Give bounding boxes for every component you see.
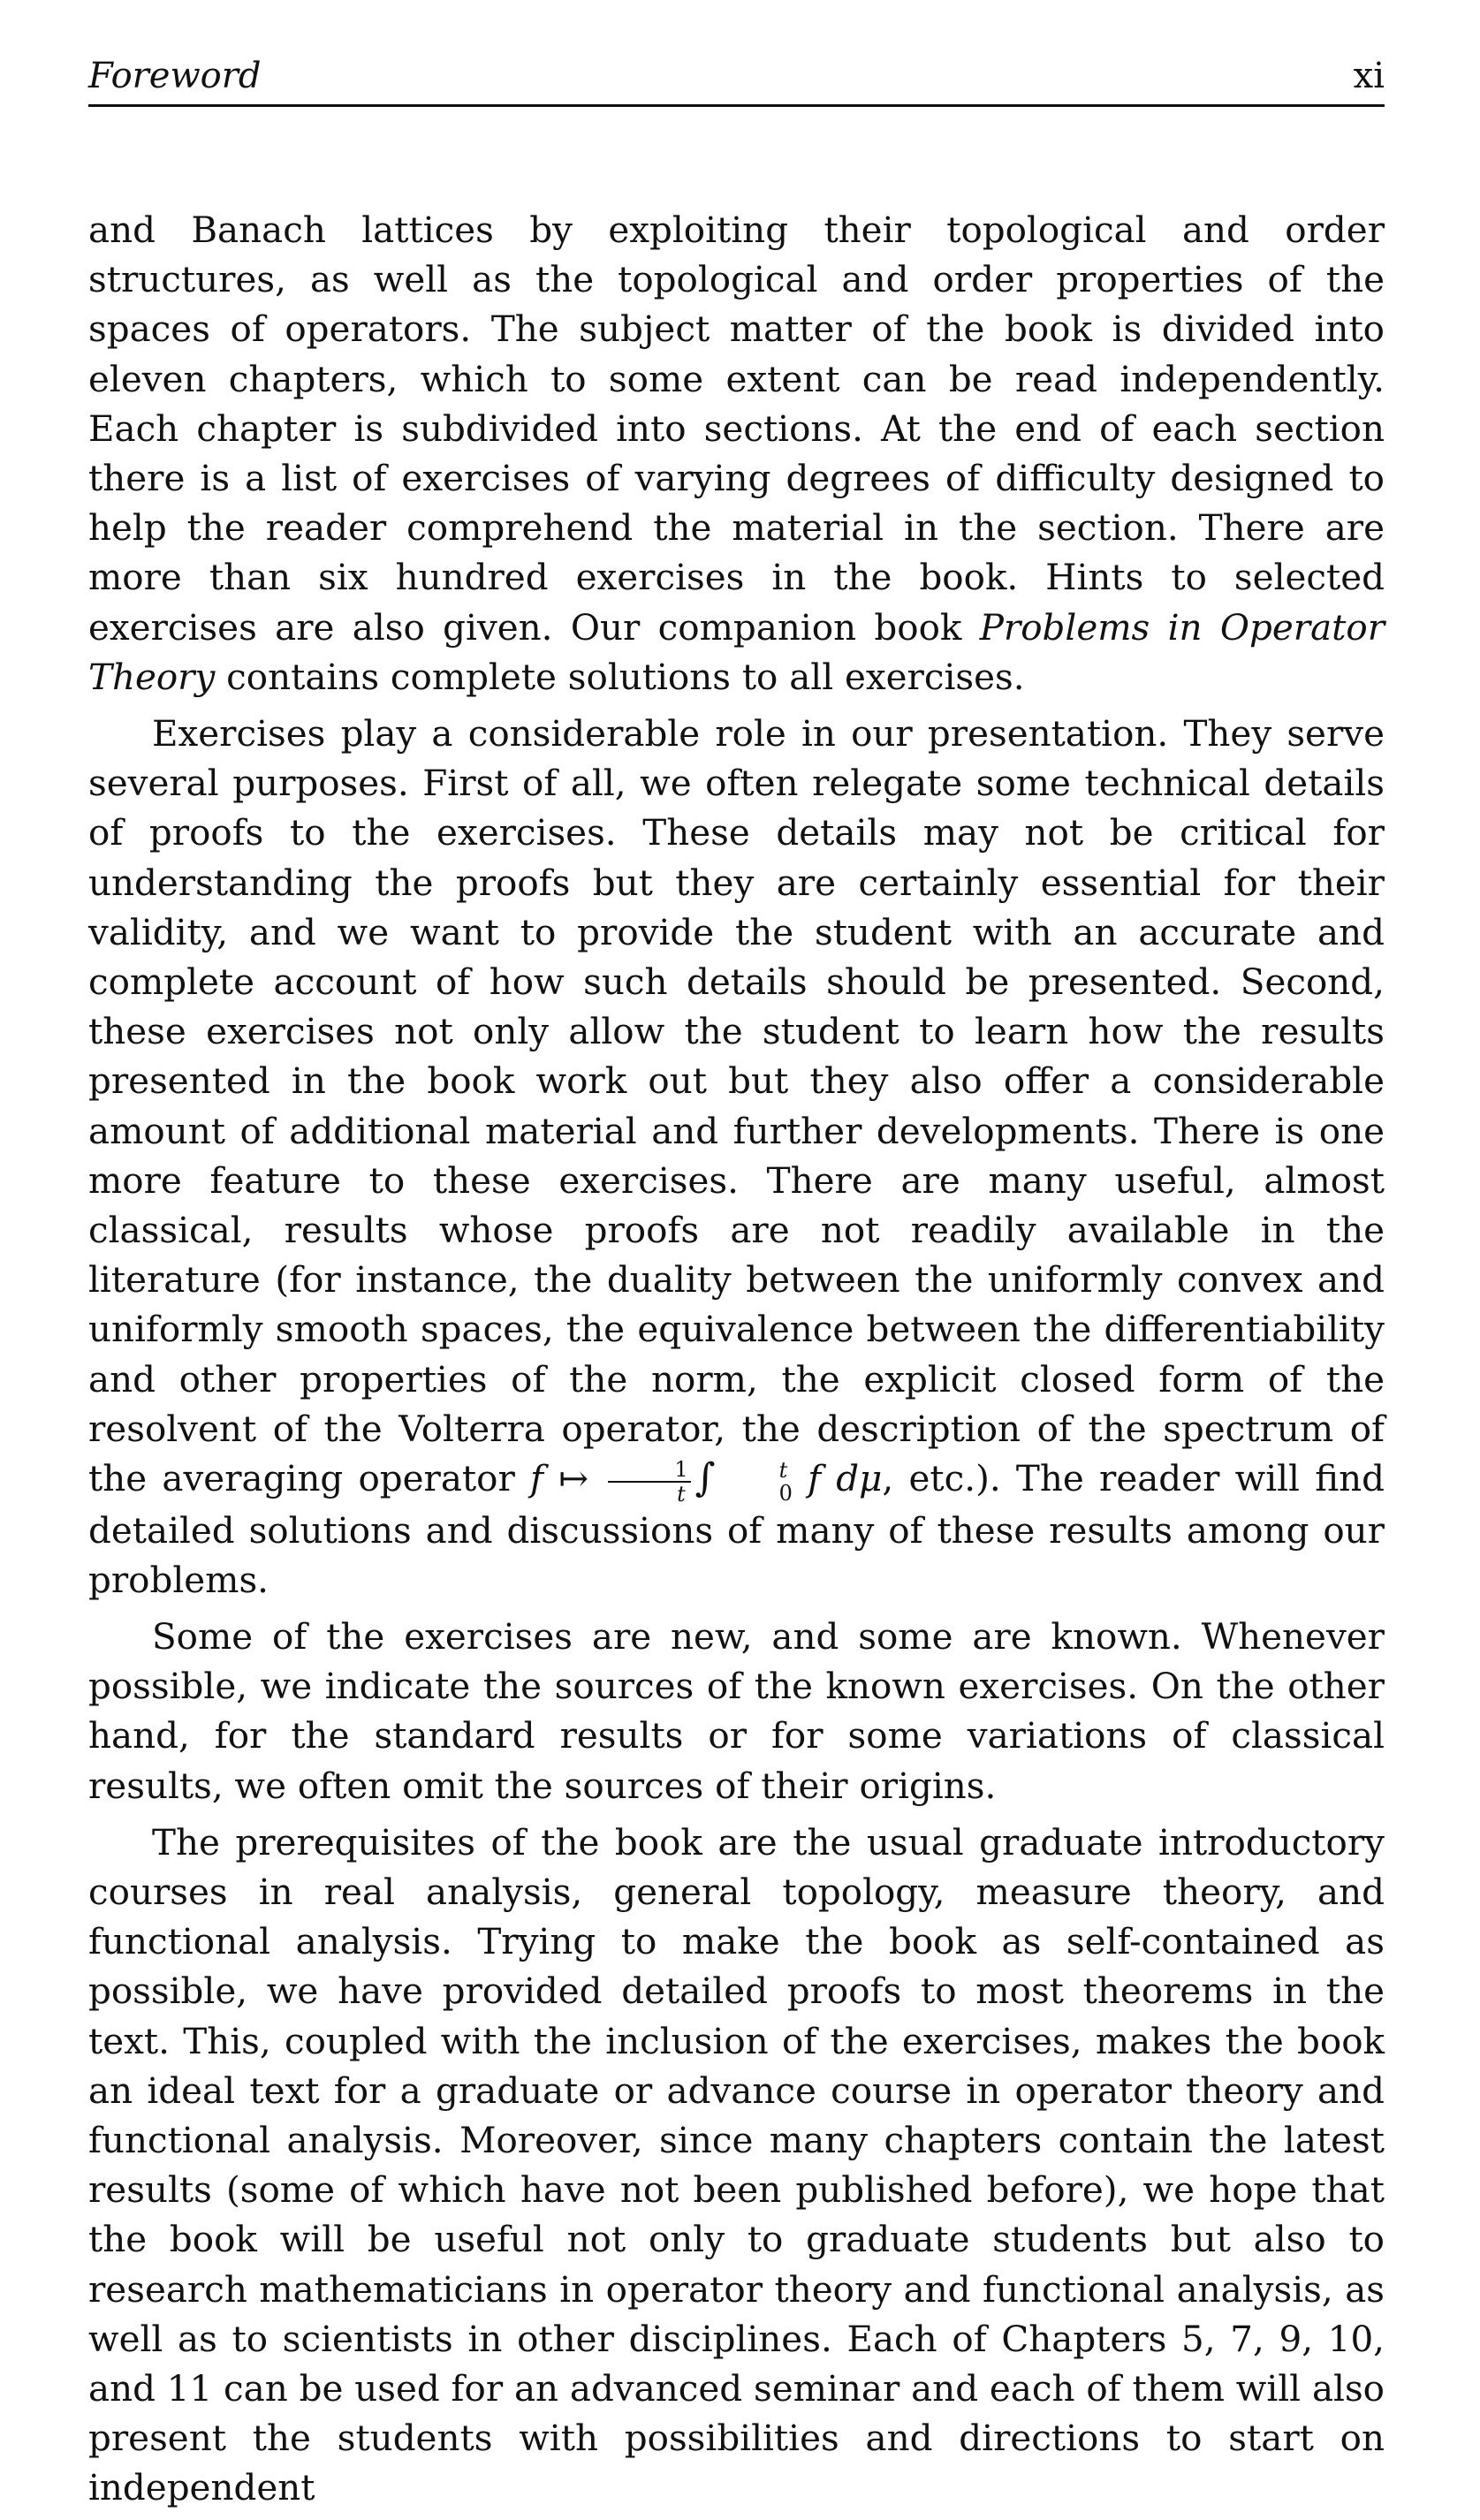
body-text: [88, 205, 1385, 2520]
formula-map: f ↦: [530, 1457, 604, 1500]
paragraph-3-text: Some of the exercises are new, and some are known. Whenever possible, we indicate the sources of the known exercises. On the other hand, for the standard results or for some variations of classical results, we often omit the sources of their origins.: [88, 1614, 1385, 1807]
paragraph-1-text: and Banach lattices by exploiting their topological and order structures, as well as the topological and order properties of the spaces of operators. The subject matter of the book is divided into eleven chapters, which to some extent can be read independently. Each chapter is subdivided into sections. At the end of each section there is a list of exercises of varying degrees of difficulty designed to help the reader comprehend the material in the section. There are more than six hundred exercises in the book. Hints to selected exercises are also given. Our companion book: [88, 209, 1385, 649]
integral-limits: [716, 1459, 793, 1505]
paragraph-2: [88, 709, 1385, 1605]
integral-sign: ∫: [694, 1455, 716, 1501]
paragraph-1-text-end: contains complete solutions to all exercises.: [215, 655, 1025, 698]
paragraph-4: [88, 1818, 1385, 2513]
averaging-operator-formula: [530, 1455, 883, 1507]
paragraph-4-text: The prerequisites of the book are the usual graduate introductory courses in real analysis, general topology, measure theory, and functional analysis. Trying to make the book as self-contained as possible, we have provided detailed proofs to most theorems in the text. This, coupled with the inclusion of the exercises, makes the book an ideal text for a graduate or advance course in operator theory and functional analysis. Moreover, since many chapters contain the latest results (some of which have not been published before), we hope that the book will be useful not only to graduate students but also to research mathematicians in operator theory and functional analysis, as well as to scientists in other disciplines. Each of Chapters 5, 7, 9, 10, and 11 can be used for an advanced seminar and each of them will also present the students with possibilities and directions to start on independent: [88, 1820, 1385, 2509]
fraction-numerator: 1: [608, 1458, 690, 1483]
fraction-denominator: t: [677, 1481, 686, 1507]
paragraph-3: [88, 1612, 1385, 1810]
running-head: Foreword: [88, 56, 262, 96]
formula-fraction: [608, 1458, 690, 1506]
integral-lower-limit: 0: [778, 1480, 793, 1506]
paragraph-2-text: Exercises play a considerable role in our presentation. They serve several purposes. First of all, we often relegate some technical details of proofs to the exercises. These details may not be critical for understanding the proofs but they are certainly essential for their validity, and we want to provide the student with an accurate and complete account of how such details should be presented. Second, these exercises not only allow the student to learn how the results presented in the book work out but they also offer a considerable amount of additional material and further developments. There is one more feature to these exercises. There are many useful, almost classical, results whose proofs are not readily available in the literature (for instance, the duality between the uniformly convex and uniformly smooth spaces, the equivalence between the differentiability and other properties of the norm, the explicit closed form of the resolvent of the Volterra operator, the description of the spectrum of the averaging operator: [88, 712, 1385, 1500]
integral-upper-limit: t: [778, 1457, 788, 1483]
page-number: xi: [1353, 56, 1385, 96]
paragraph-2-text-end: , etc.). The reader will find detailed solutions and discussions of many of these results among our problems.: [88, 1457, 1385, 1601]
paragraph-1: [88, 205, 1385, 702]
page-header: [88, 51, 1385, 107]
formula-integrand: f dμ: [792, 1457, 883, 1500]
companion-book-title: Problems in Operator Theory: [88, 605, 1385, 698]
